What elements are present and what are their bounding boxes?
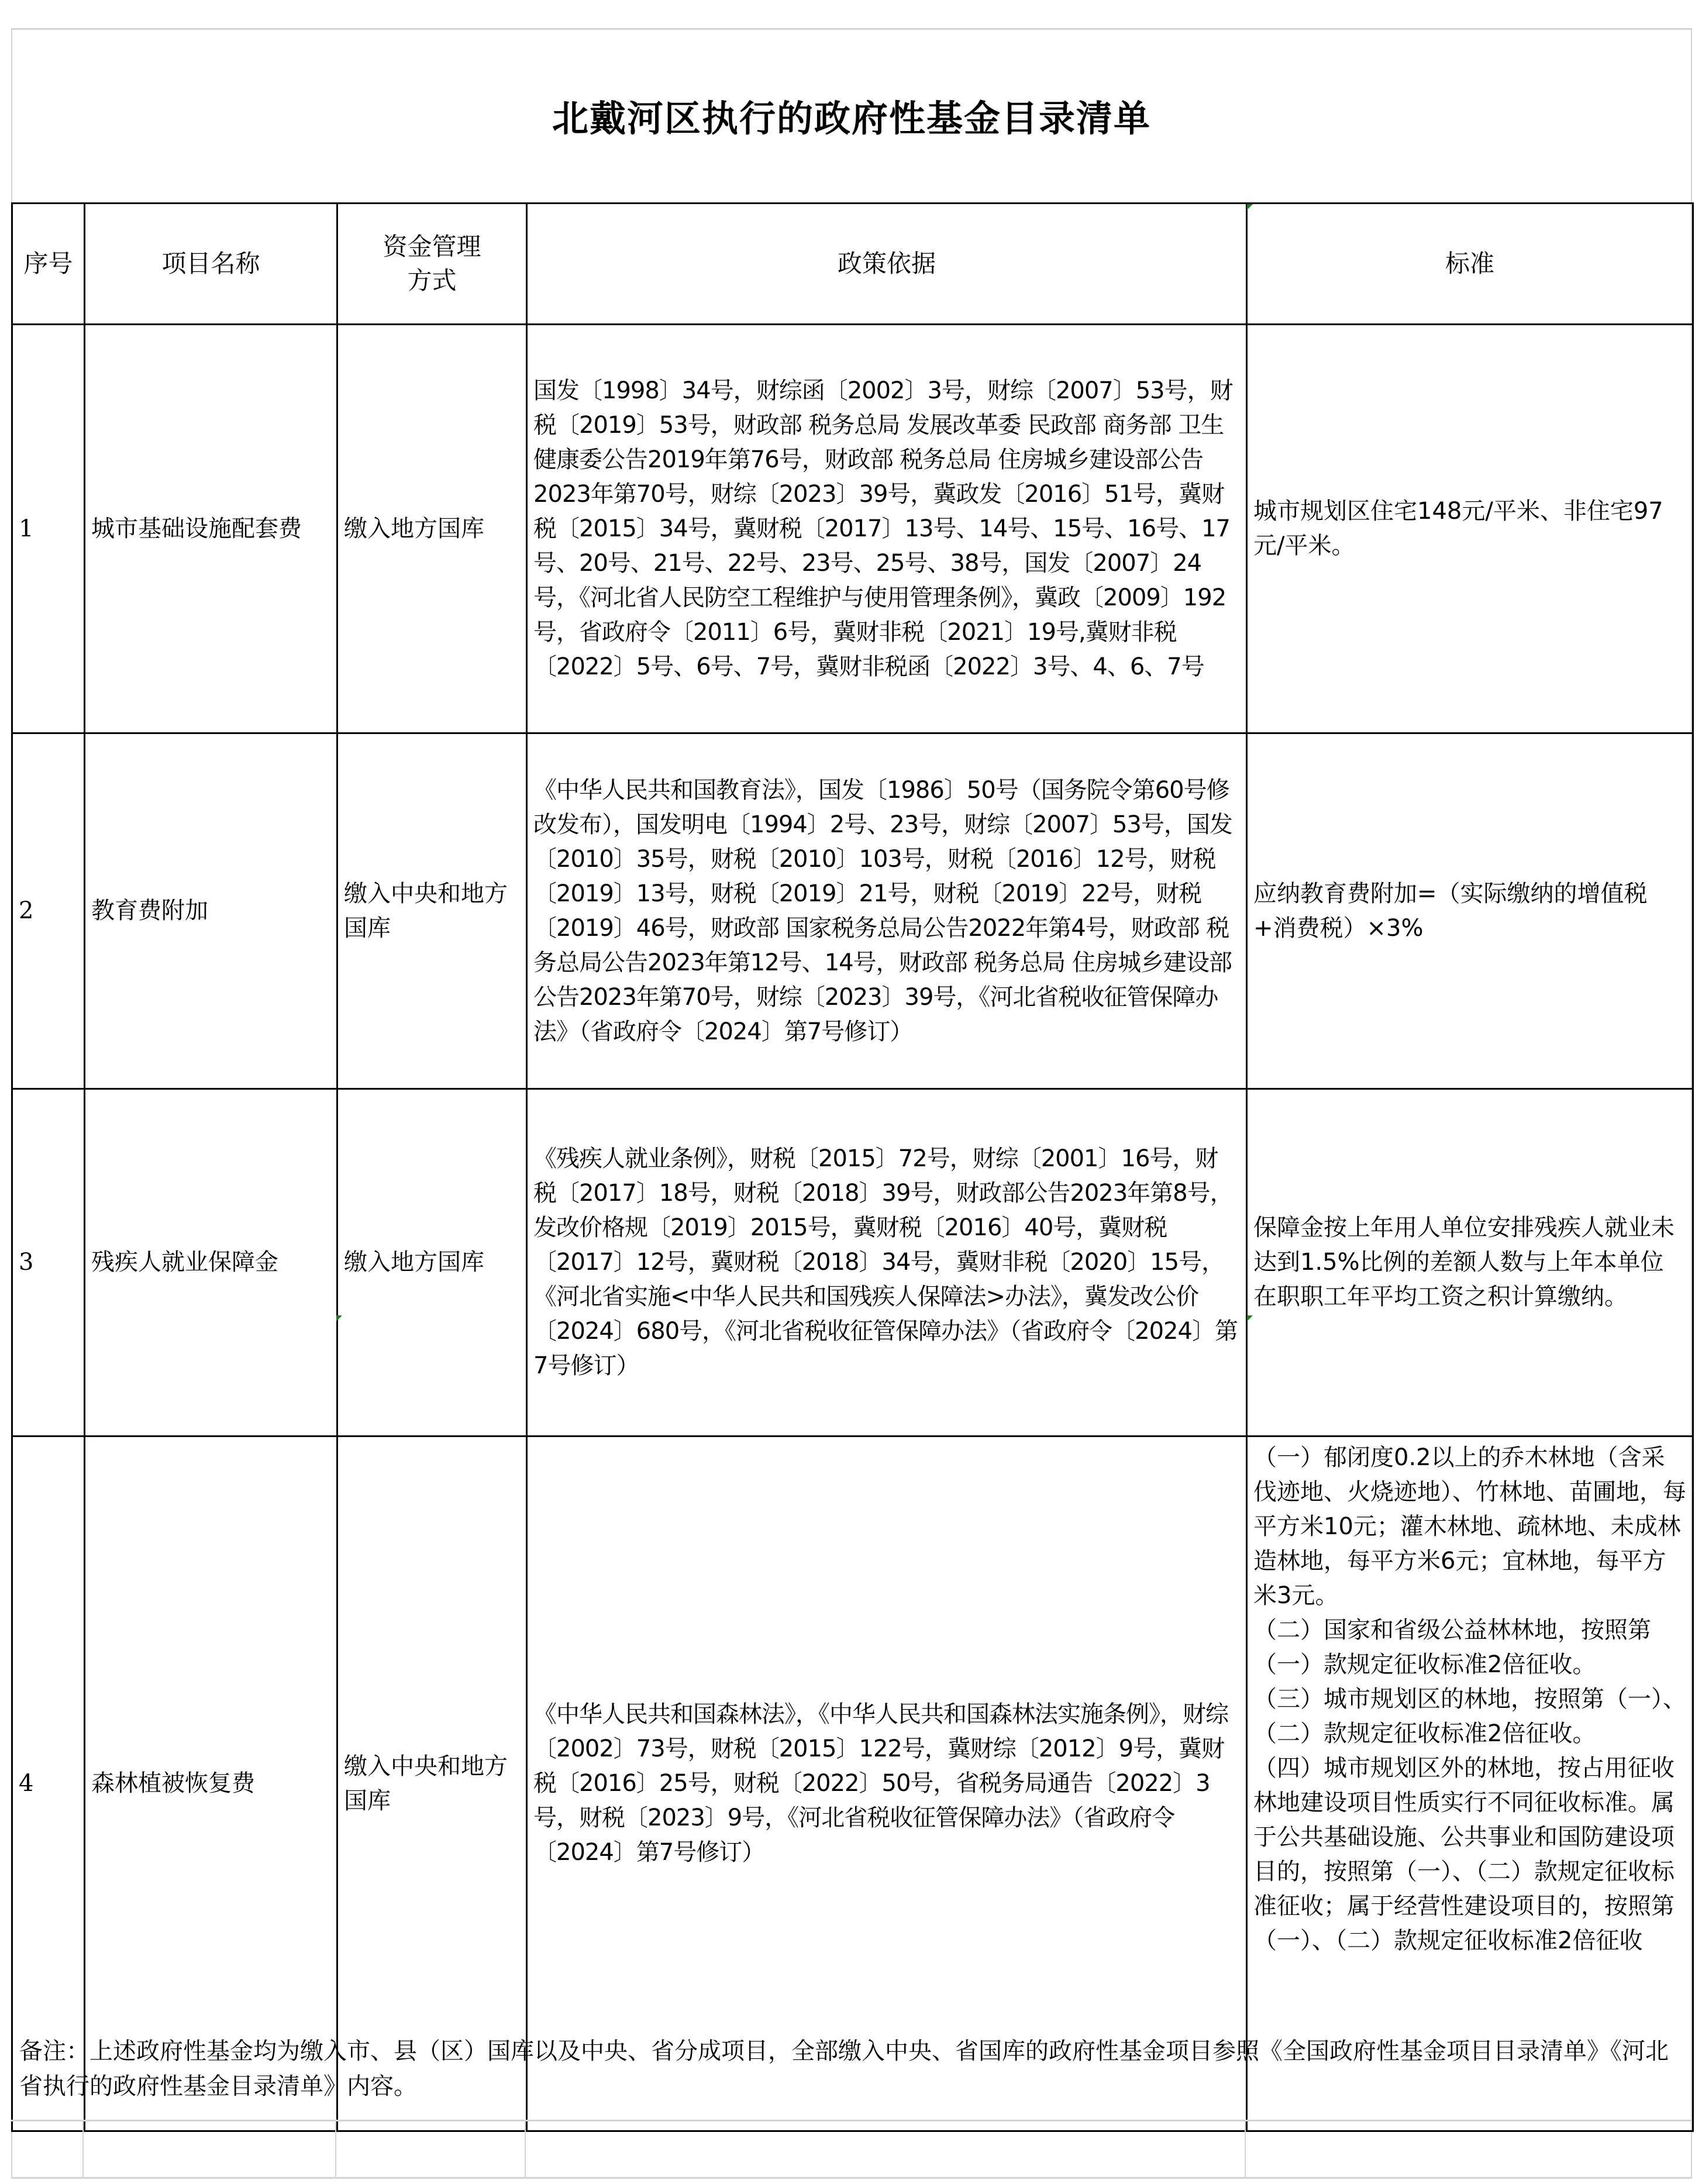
standard-text: 应纳教育费附加=（实际缴纳的增值税+消费税）×3%	[1253, 880, 1648, 942]
standard-text: 保障金按上年用人单位安排残疾人就业未达到1.5%比例的差额人数与上年本单位在职职工年平均工资之积计算缴纳。	[1253, 1214, 1675, 1310]
standard-text: 城市规划区住宅148元/平米、非住宅97元/平米。	[1253, 498, 1663, 559]
header-no[interactable]: 序号	[12, 204, 85, 325]
cell-no[interactable]: 1	[12, 325, 85, 733]
table-row	[12, 325, 1693, 733]
cell-standard[interactable]	[1247, 325, 1693, 733]
cell-name[interactable]: 城市基础设施配套费	[85, 325, 337, 733]
cell-policy[interactable]: 《残疾人就业条例》，财税〔2015〕72号，财综〔2001〕16号，财税〔2017〕18号，财税〔2018〕39号，财政部公告2023年第8号，发改价格规〔2019〕2015号，冀财税〔2016〕40号，冀财税〔2017〕12号，冀财税〔2018〕34号，冀财非税〔2020〕15号，《河北省实施<中华人民共和国残疾人保障法>办法》，冀发改公价〔2024〕680号，《河北省税收征管保障办法》（省政府令〔2024〕第7号修订）	[527, 1089, 1247, 1437]
header-mode[interactable]	[337, 204, 527, 325]
standard-clause-1: （一）郁闭度0.2以上的乔木林地（含采伐迹地、火烧迹地）、竹林地、苗圃地，每平方米10元；灌木林地、疏林地、未成林造林地，每平方米6元；宜林地，每平方米3元。	[1253, 1444, 1686, 1609]
header-standard[interactable]: 标准	[1247, 204, 1693, 325]
cell-name[interactable]: 森林植被恢复费	[85, 1437, 337, 2131]
table-row	[12, 733, 1693, 1089]
comment-marker-icon	[1247, 1315, 1253, 1321]
cell-policy[interactable]: 国发〔1998〕34号，财综函〔2002〕3号，财综〔2007〕53号，财税〔2019〕53号，财政部 税务总局 发展改革委 民政部 商务部 卫生健康委公告2019年第76号，财政部 税务总局 住房城乡建设部公告2023年第70号，财综〔2023〕39号，冀政发〔2016〕51号，冀财税〔2015〕34号，冀财税〔2017〕13号、14号、15号、16号、17号、20号、21号、22号、23号、25号、38号，国发〔2007〕24号，《河北省人民防空工程维护与使用管理条例》，冀政〔2009〕192号，省政府令〔2011〕6号，冀财非税〔2021〕19号,冀财非税〔2022〕5号、6号、7号，冀财非税函〔2022〕3号、4、6、7号	[527, 325, 1247, 733]
cell-policy[interactable]: 《中华人民共和国森林法》，《中华人民共和国森林法实施条例》，财综〔2002〕73号，财税〔2015〕122号，冀财综〔2012〕9号，冀财税〔2016〕25号，财税〔2022〕50号，省税务局通告〔2022〕3号，财税〔2023〕9号，《河北省税收征管保障办法》（省政府令〔2024〕第7号修订）	[527, 1437, 1247, 2131]
empty-cell[interactable]	[336, 2121, 526, 2177]
cell-name[interactable]: 教育费附加	[85, 733, 337, 1089]
empty-cell[interactable]	[1246, 2121, 1692, 2177]
standard-clause-4: （四）城市规划区外的林地，按占用征收林地建设项目性质实行不同征收标准。属于公共基础设施、公共事业和国防建设项目的，按照第（一）、（二）款规定征收标准征收；属于经营性建设项目的，按照第（一）、（二）款规定征收标准2倍征收	[1253, 1755, 1675, 1954]
cell-standard[interactable]	[1247, 1089, 1693, 1437]
cell-no[interactable]: 2	[12, 733, 85, 1089]
header-name[interactable]: 项目名称	[85, 204, 337, 325]
cell-policy[interactable]: 《中华人民共和国教育法》，国发〔1986〕50号（国务院令第60号修改发布），国发明电〔1994〕2号、23号，财综〔2007〕53号，国发〔2010〕35号，财税〔2010〕103号，财税〔2016〕12号，财税〔2019〕13号，财税〔2019〕21号，财税〔2019〕22号，财税〔2019〕46号，财政部 国家税务总局公告2022年第4号，财政部 税务总局公告2023年第12号、14号，财政部 税务总局 住房城乡建设部公告2023年第70号，财综〔2023〕39号，《河北省税收征管保障办法》（省政府令〔2024〕第7号修订）	[527, 733, 1247, 1089]
header-policy[interactable]: 政策依据	[527, 204, 1247, 325]
table-header-row	[12, 204, 1693, 325]
empty-cell[interactable]	[84, 2121, 336, 2177]
cell-mode[interactable]: 缴入地方国库	[337, 325, 527, 733]
comment-marker-icon	[336, 1315, 342, 1321]
cell-standard[interactable]	[1247, 733, 1693, 1089]
empty-cell[interactable]	[526, 2121, 1246, 2177]
empty-row	[11, 2121, 1692, 2179]
standard-clause-3: （三）城市规划区的林地，按照第（一）、（二）款规定征收标准2倍征收。	[1253, 1686, 1686, 1747]
cell-no[interactable]: 4	[12, 1437, 85, 2131]
header-mode-label: 资金管理方式	[383, 232, 481, 295]
cell-mode[interactable]: 缴入地方国库	[337, 1089, 527, 1437]
standard-clause-2: （二）国家和省级公益林林地，按照第（一）款规定征收标准2倍征收。	[1253, 1617, 1651, 1678]
page-title: 北戴河区执行的政府性基金目录清单	[552, 97, 1151, 140]
comment-marker-icon	[1247, 204, 1253, 210]
cell-no[interactable]: 3	[12, 1089, 85, 1437]
empty-cell[interactable]	[11, 2121, 84, 2177]
footnote[interactable]: 备注：上述政府性基金均为缴入市、县（区）国库以及中央、省分成项目，全部缴入中央、省国库的政府性基金项目参照《全国政府性基金项目目录清单》《河北省执行的政府性基金目录清单》内容。	[11, 2010, 1692, 2121]
fund-table	[11, 202, 1694, 2132]
cell-mode[interactable]: 缴入中央和地方国库	[337, 733, 527, 1089]
cell-mode[interactable]: 缴入中央和地方国库	[337, 1437, 527, 2131]
table-row	[12, 1089, 1693, 1437]
cell-name[interactable]: 残疾人就业保障金	[85, 1089, 337, 1437]
